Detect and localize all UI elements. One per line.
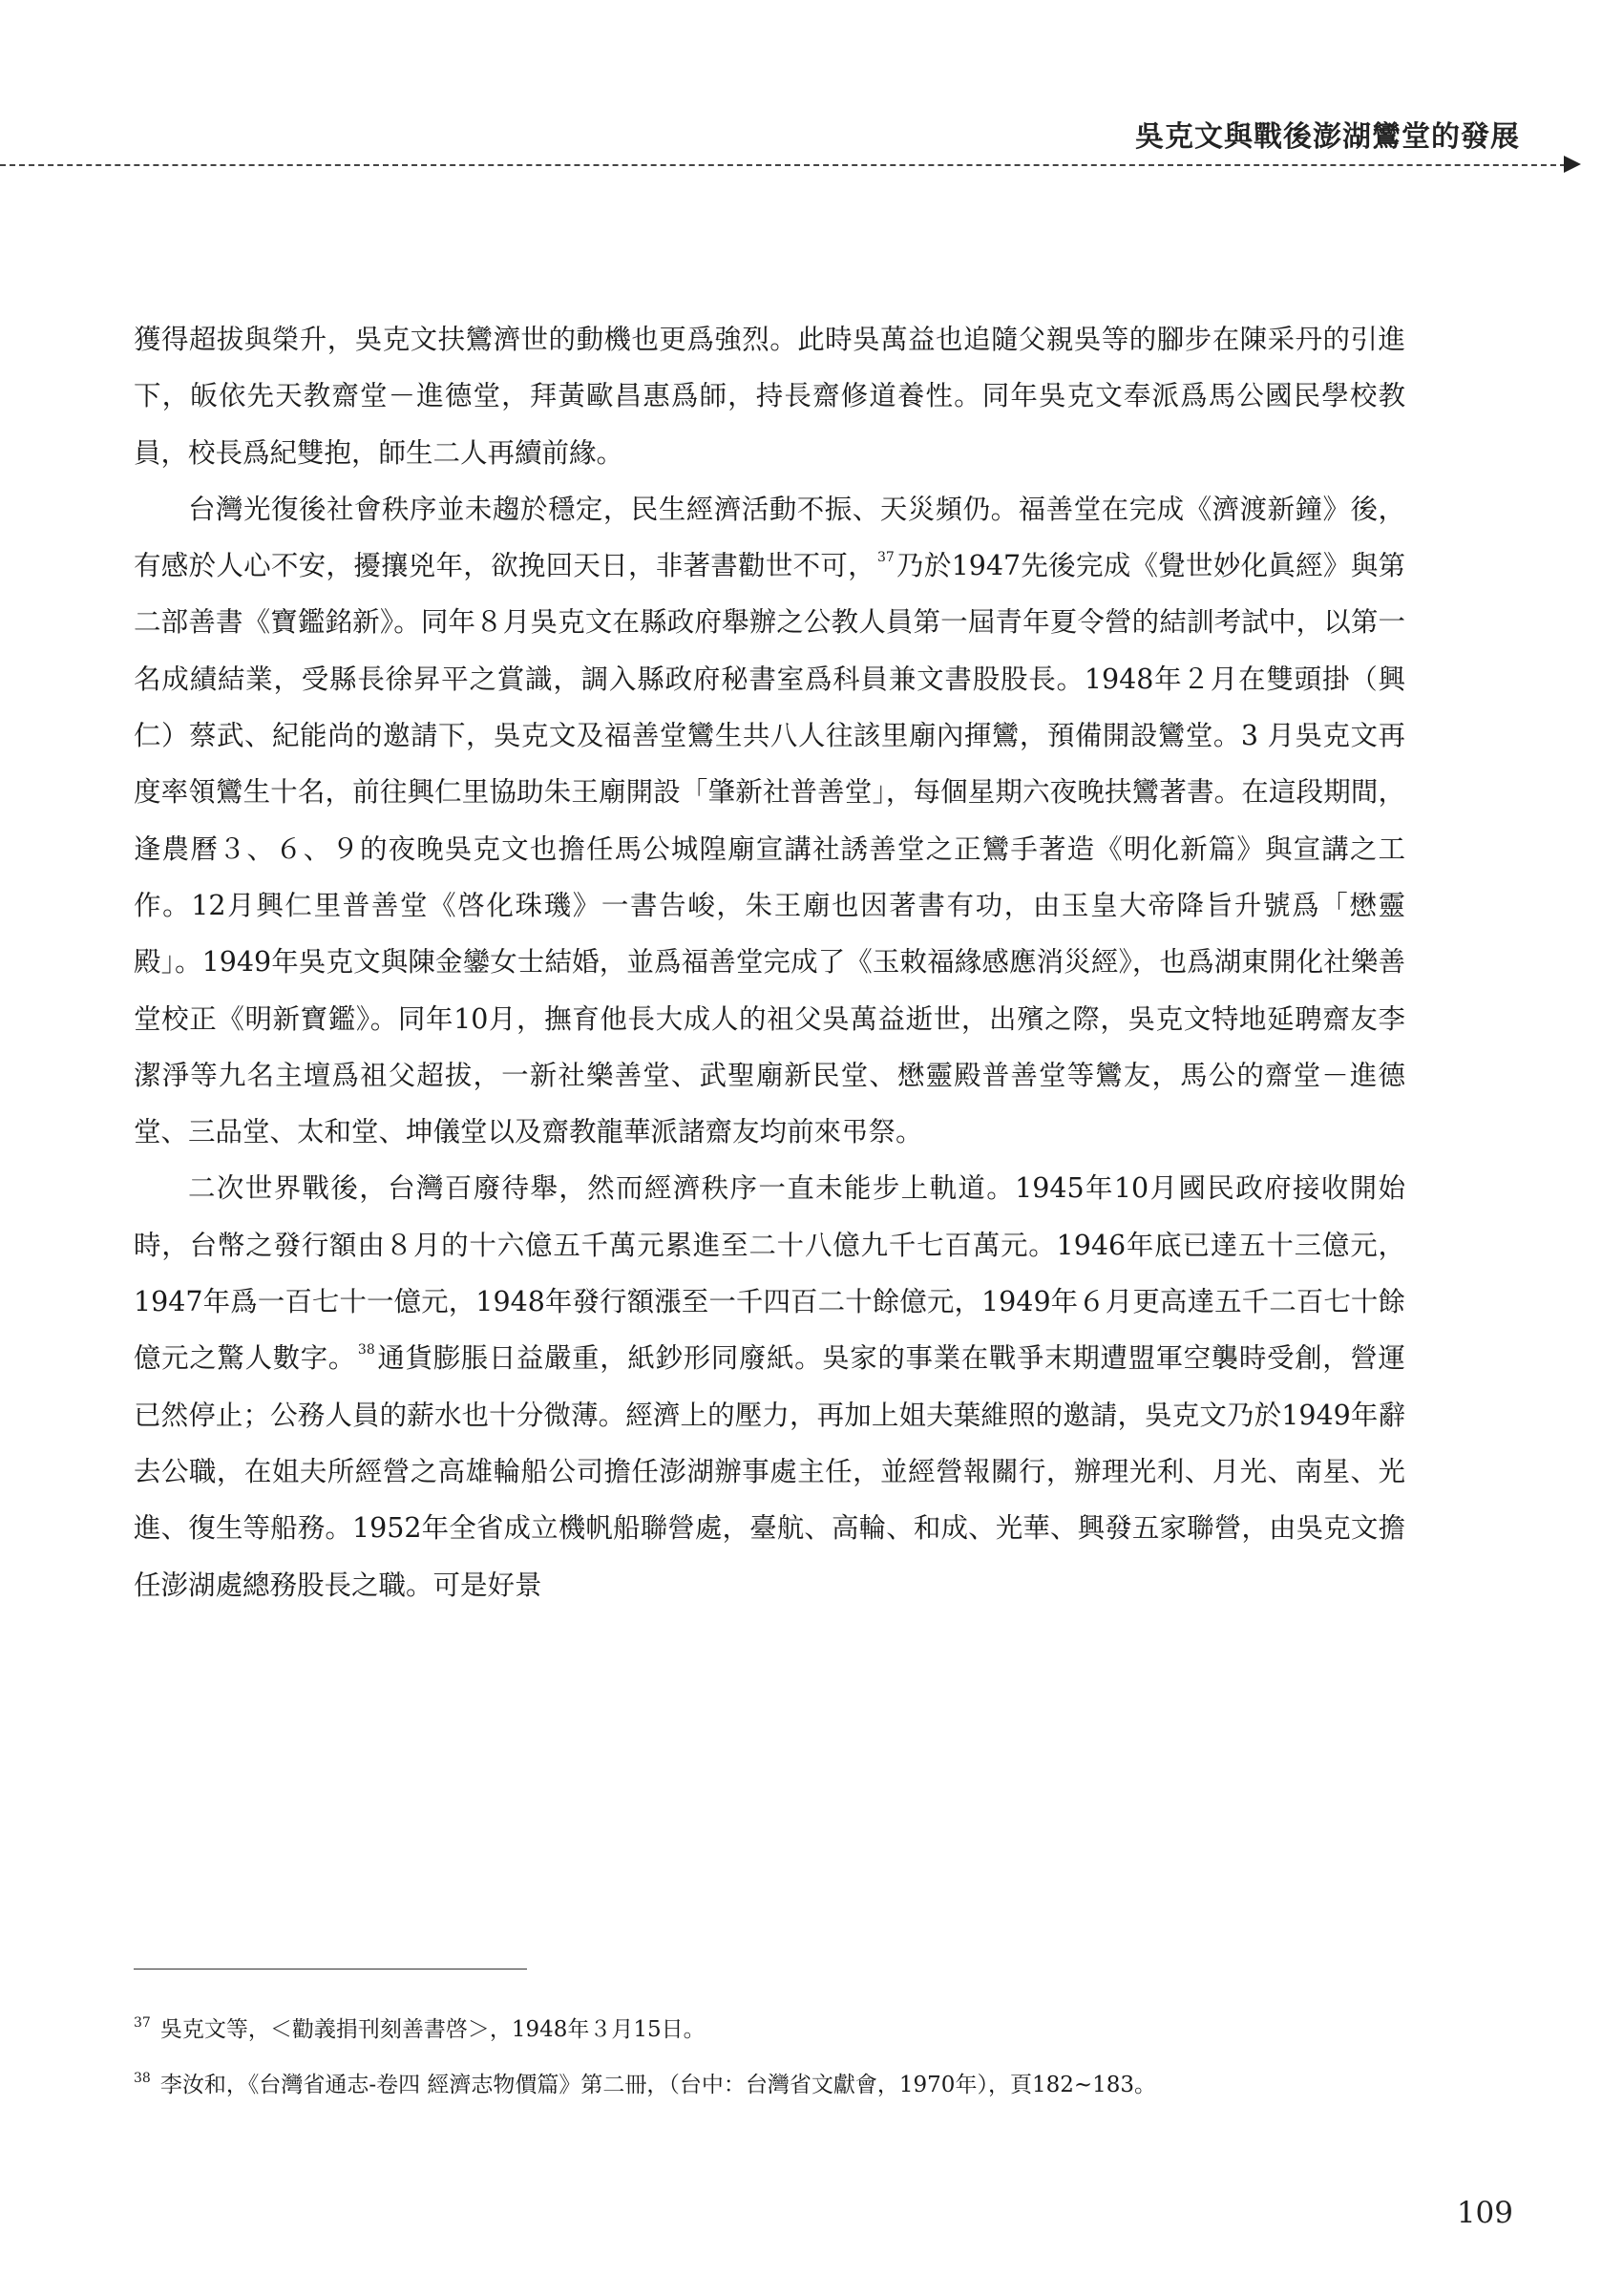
footnote-separator bbox=[134, 1969, 527, 1970]
running-title: 吳克文與戰後澎湖鸞堂的發展 bbox=[1135, 120, 1520, 154]
header-arrow-icon bbox=[1564, 156, 1581, 173]
paragraph-2-part-b: 乃於1947先後完成《覺世妙化眞經》與第二部善書《寶鑑銘新》。同年８月吳克文在縣政府舉辦之公教人員第一屆青年夏令營的結訓考試中，以第一名成績結業，受縣長徐昇平之賞識，調入縣政府秘書室爲科員兼文書股股長。1948年２月在雙頭掛（興仁）蔡武、紀能尚的邀請下，吳克文及福善堂鸞生共八人往該里廟內揮鸞，預備開設鸞堂。3 月吳克文再度率領鸞生十名，前往興仁里協助朱王廟開設「肇新社普善堂」，每個星期六夜晚扶鸞著書。在這段期間，逢農曆３、６、９的夜晚吳克文也擔任馬公城隍廟宣講社誘善堂之正鸞手著造《明化新篇》與宣講之工作。12月興仁里普善堂《啓化珠璣》一書告峻，朱王廟也因著書有功，由玉皇大帝降旨升號爲「懋靈殿」。1949年吳克文與陳金鑾女士結婚，並爲福善堂完成了《玉敕福緣感應消災經》，也爲湖東開化社樂善堂校正《明新寶鑑》。同年10月，撫育他長大成人的祖父吳萬益逝世，出殯之際，吳克文特地延聘齋友李潔淨等九名主壇爲祖父超拔，一新社樂善堂、武聖廟新民堂、懋靈殿普善堂等鸞友，馬公的齋堂－進德堂、三品堂、太和堂、坤儀堂以及齋教龍華派諸齋友均前來弔祭。 bbox=[134, 550, 1405, 1148]
footnote-ref-38: 38 bbox=[357, 1342, 375, 1359]
paragraph-3-part-a: 二次世界戰後，台灣百廢待舉，然而經濟秩序一直未能步上軌道。1945年10月國民政府接收開始時，台幣之發行額由８月的十六億五千萬元累進至二十八億九千七百萬元。1946年底已達五十三億元，1947年爲一百七十一億元，1948年發行額漲至一千四百二十餘億元，1949年６月更高達五千二百七十餘億元之驚人數字。 bbox=[134, 1172, 1405, 1375]
page-number: 109 bbox=[1456, 2196, 1513, 2230]
body-text bbox=[134, 311, 1405, 1613]
footnote-number: 38 bbox=[134, 2071, 151, 2086]
header-dashed-rule bbox=[0, 164, 1566, 166]
footnote-text: 吳克文等，＜勸義捐刊刻善書啓＞，1948年３月15日。 bbox=[159, 2017, 706, 2042]
paragraph-1: 獲得超拔與榮升，吳克文扶鸞濟世的動機也更爲強烈。此時吳萬益也追隨父親吳等的腳步在陳采丹的引進下，皈依先天教齋堂－進德堂，拜黃歐昌惠爲師，持長齋修道養性。同年吳克文奉派爲馬公國民學校教員，校長爲紀雙抱，師生二人再續前緣。 bbox=[134, 324, 1405, 469]
paragraph-2-part-a: 台灣光復後社會秩序並未趨於穩定，民生經濟活動不振、天災頻仍。福善堂在完成《濟渡新鐘》後，有感於人心不安，擾攘兇年，欲挽回天日，非著書勸世不可， bbox=[134, 493, 1405, 582]
paragraph-2 bbox=[134, 481, 1405, 1161]
footnote-ref-37: 37 bbox=[876, 550, 895, 566]
footnote-text: 李汝和，《台灣省通志-卷四 經濟志物價篇》第二冊，（台中：台灣省文獻會，1970年），頁182~183。 bbox=[159, 2073, 1157, 2097]
footnote-37 bbox=[134, 2014, 1413, 2045]
paragraph-3-part-b: 通貨膨脹日益嚴重，紙鈔形同廢紙。吳家的事業在戰爭末期遭盟軍空襲時受創，營運已然停止；公務人員的薪水也十分微薄。經濟上的壓力，再加上姐夫葉維照的邀請，吳克文乃於1949年辭去公職，在姐夫所經營之高雄輪船公司擔任澎湖辦事處主任，並經營報關行，辦理光利、月光、南星、光進、復生等船務。1952年全省成立機帆船聯營處，臺航、高輪、和成、光華、興發五家聯營，由吳克文擔任澎湖處總務股長之職。可是好景 bbox=[134, 1342, 1405, 1601]
paragraph-3 bbox=[134, 1160, 1405, 1612]
footnote-38 bbox=[134, 2070, 1413, 2100]
footnote-number: 37 bbox=[134, 2015, 151, 2031]
